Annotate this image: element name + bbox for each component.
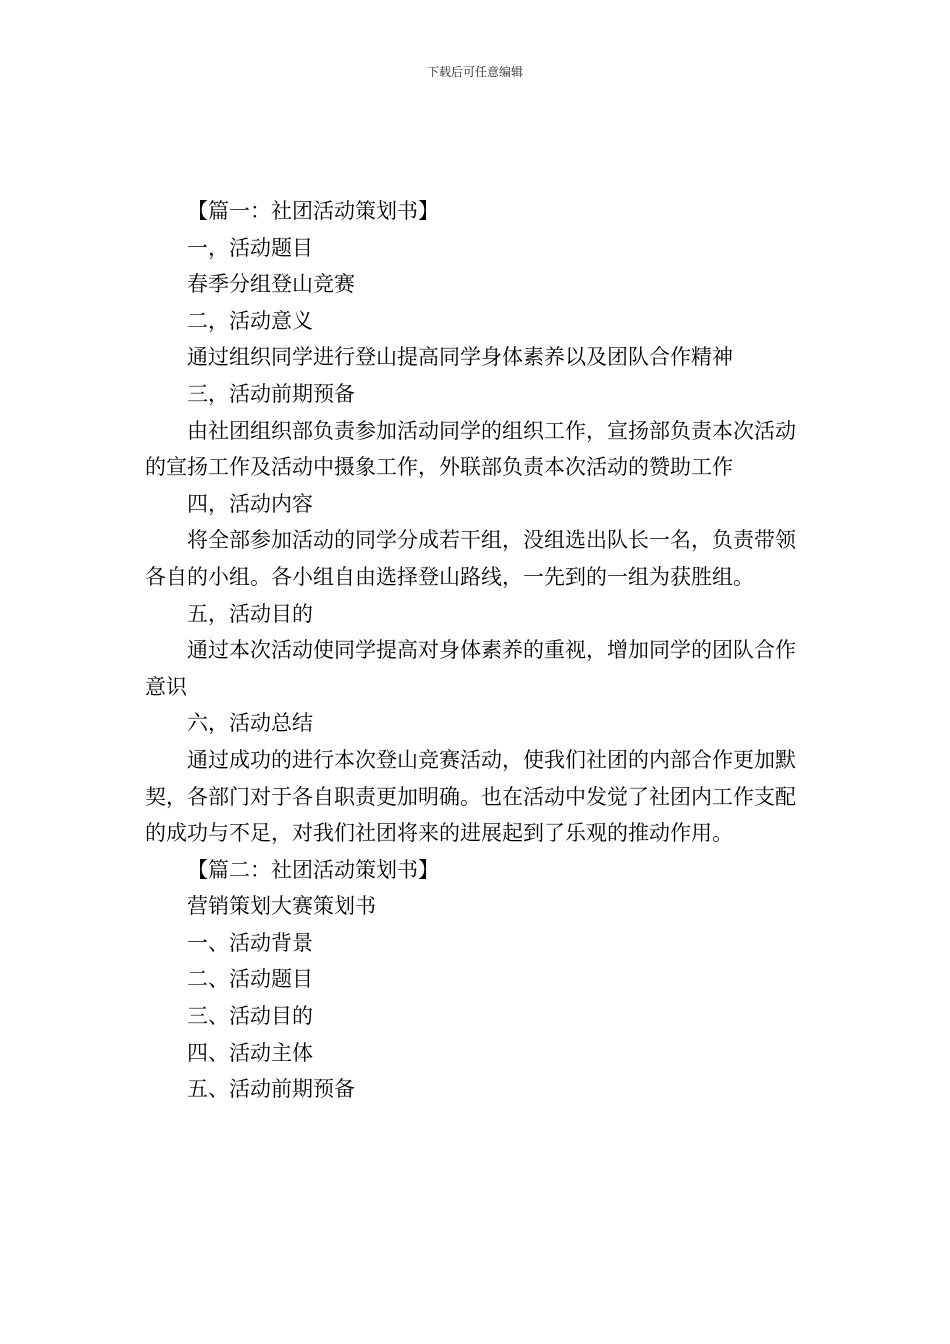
document-body (145, 193, 805, 1108)
page-header-note: 下载后可任意编辑 (426, 65, 523, 79)
heading-activity-goal: 五，活动目的 (187, 601, 313, 626)
paragraph: 春季分组登山竞赛 (187, 272, 355, 297)
heading-activity-background: 一、活动背景 (187, 930, 313, 955)
section-title-part-two: 【篇二：社团活动策划书】 (187, 857, 439, 882)
section-title-part-one: 【篇一：社团活动策划书】 (187, 199, 439, 223)
paragraph: 通过组织同学进行登山提高同学身体素养以及团队合作精神 (187, 345, 733, 370)
paragraph: 将全部参加活动的同学分成若干组，没组选出队长一名，负责带领各自的小组。各小组自由选择登山路线，一先到的一组为获胜组。 (145, 528, 796, 589)
heading-activity-preparation-2: 五、活动前期预备 (187, 1077, 355, 1102)
paragraph: 营销策划大赛策划书 (187, 894, 376, 919)
heading-activity-preparation: 三，活动前期预备 (187, 381, 355, 406)
paragraph: 通过成功的进行本次登山竞赛活动，使我们社团的内部合作更加默契，各部门对于各自职责更加明确。也在活动中发觉了社团内工作支配的成功与不足，对我们社团将来的进展起到了乐观的推动作用。 (145, 747, 796, 846)
heading-activity-topic-2: 二、活动题目 (187, 967, 313, 992)
heading-activity-topic: 一，活动题目 (187, 235, 313, 260)
heading-activity-significance: 二，活动意义 (187, 308, 313, 333)
heading-activity-summary: 六，活动总结 (187, 711, 313, 736)
paragraph: 由社团组织部负责参加活动同学的组织工作，宣扬部负责本次活动的宣扬工作及活动中摄象工作，外联部负责本次活动的赞助工作 (145, 418, 796, 480)
heading-activity-content: 四，活动内容 (187, 491, 313, 516)
heading-activity-goal-2: 三、活动目的 (187, 1004, 313, 1029)
heading-activity-subject: 四、活动主体 (187, 1040, 313, 1065)
paragraph: 通过本次活动使同学提高对身体素养的重视，增加同学的团队合作意识 (145, 638, 796, 699)
